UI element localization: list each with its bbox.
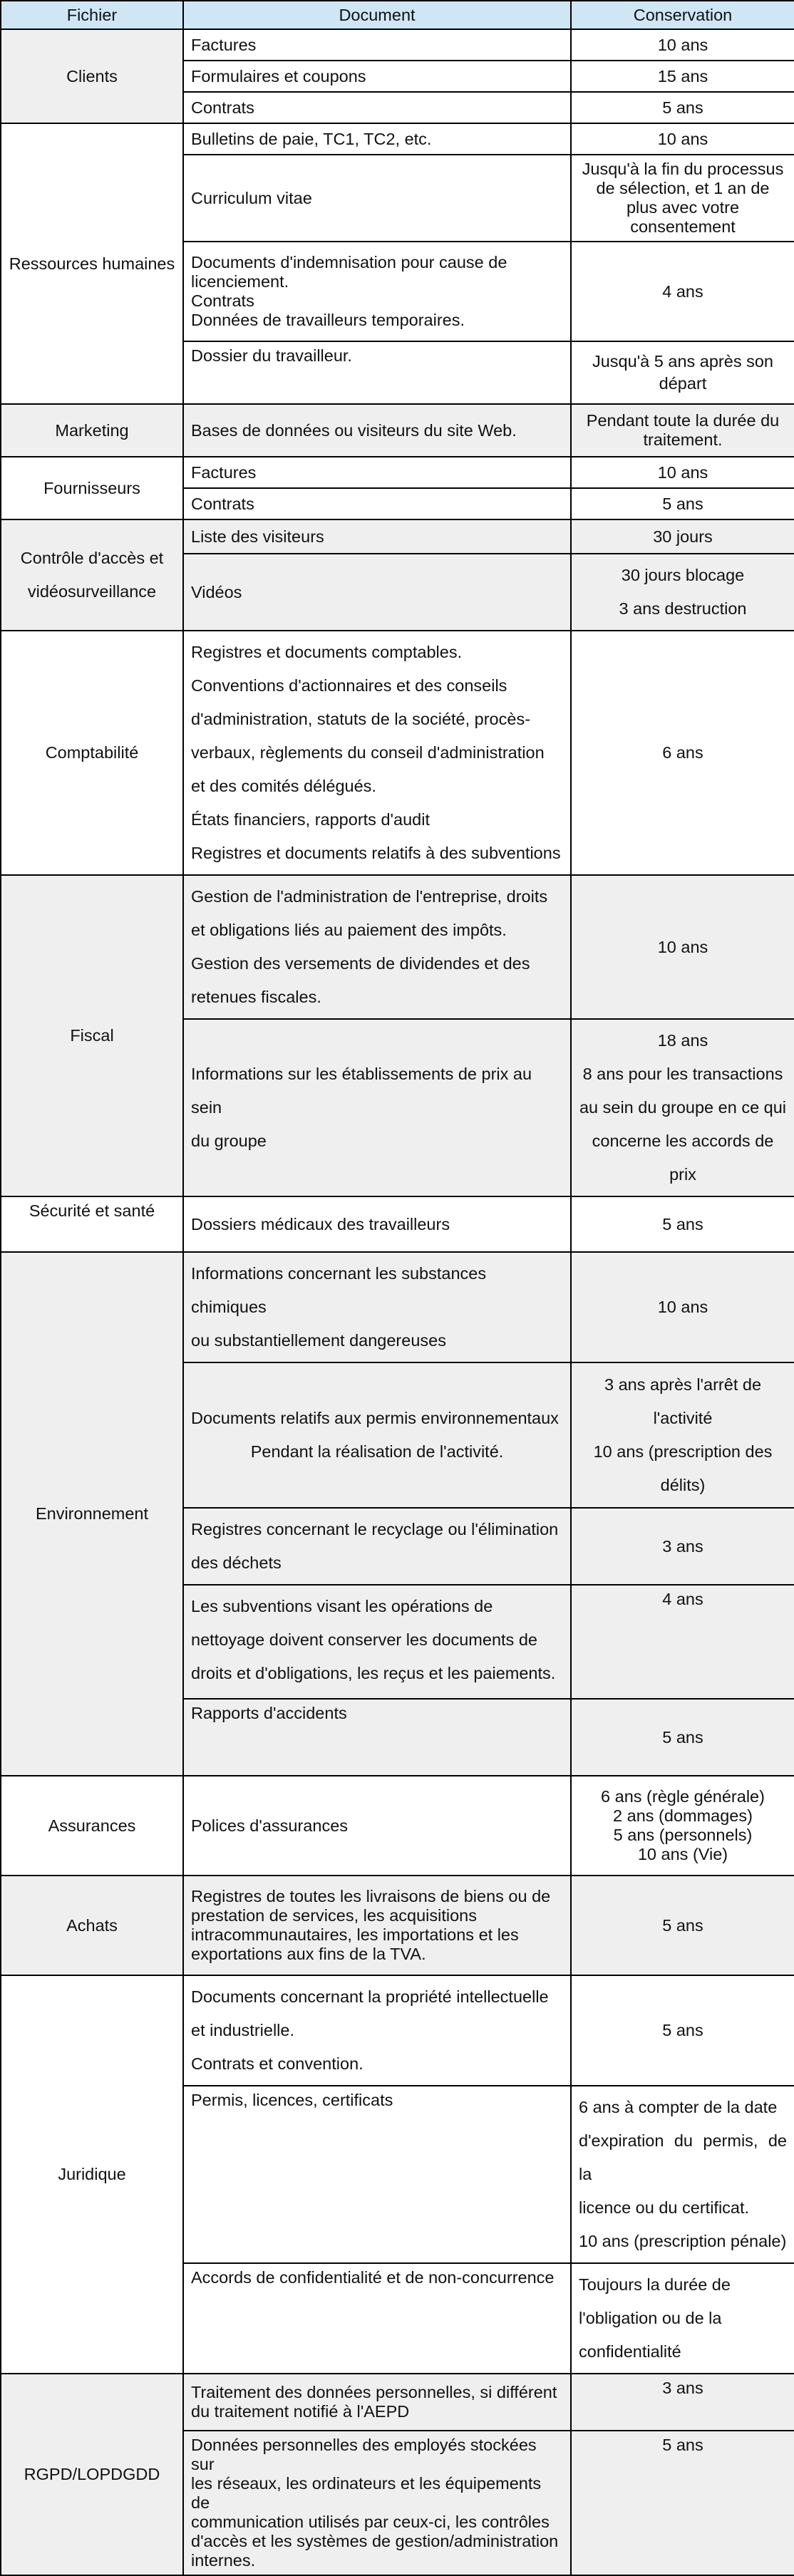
document-line: Informations sur les établissements de prix au sein (191, 1065, 532, 1117)
conservation-line: Jusqu'à 5 ans après son (592, 352, 773, 371)
document-cell: Accords de confidentialité et de non-concurrence (183, 2263, 571, 2374)
document-line: nettoyage doivent conserver les documents de (191, 1630, 537, 1649)
conservation-line: 3 ans après l'arrêt de (604, 1375, 762, 1394)
category-cell: Comptabilité (1, 631, 183, 875)
conservation-cell: 30 jours (571, 519, 794, 554)
document-cell (183, 631, 571, 875)
document-cell: Bulletins de paie, TC1, TC2, etc. (183, 123, 571, 155)
document-cell: Factures (183, 457, 571, 488)
table-row (1, 1876, 794, 1975)
document-line: les réseaux, les ordinateurs et les équipements de (191, 2474, 542, 2512)
document-line: d'accès et les systèmes de gestion/administration (191, 2532, 559, 2550)
document-line: Contrats (191, 291, 254, 310)
table-row (1, 1776, 794, 1876)
conservation-cell: 10 ans (571, 1252, 794, 1362)
group-rgpd (1, 2374, 794, 2575)
document-line: ou substantiellement dangereuses (191, 1331, 446, 1350)
document-cell (183, 1975, 571, 2086)
conservation-cell: 5 ans (571, 1876, 794, 1975)
group-fournisseurs (1, 457, 794, 519)
conservation-line: 30 jours blocage (621, 566, 745, 584)
category-cell: Sécurité et santé (1, 1196, 183, 1252)
document-cell: Contrats (183, 92, 571, 123)
conservation-line: 6 ans à compter de la date (579, 2098, 778, 2116)
document-cell (183, 1876, 571, 1975)
document-cell: Liste des visiteurs (183, 519, 571, 554)
document-line: Pendant la réalisation de l'activité. (250, 1442, 504, 1461)
conservation-cell: 4 ans (571, 242, 794, 341)
header-row (1, 1, 794, 29)
conservation-cell: 5 ans (571, 92, 794, 123)
conservation-line: 10 ans (prescription pénale) (579, 2232, 787, 2250)
conservation-line: délits) (660, 1476, 706, 1494)
document-line: intracommunautaires, les importations et les (191, 1925, 519, 1944)
conservation-line: d'expiration du permis, de la (579, 2131, 787, 2183)
group-fiscal (1, 875, 794, 1196)
document-cell: Contrats (183, 488, 571, 519)
conservation-cell: 10 ans (571, 123, 794, 155)
group-ressources-humaines (1, 123, 794, 404)
document-line: retenues fiscales. (191, 988, 321, 1006)
conservation-cell: 5 ans (571, 488, 794, 519)
table-row (1, 2374, 794, 2431)
document-line: d'administration, statuts de la société, procès- (191, 710, 531, 728)
document-cell: Polices d'assurances (183, 1776, 571, 1876)
conservation-cell: 10 ans (571, 457, 794, 488)
document-cell: Curriculum vitae (183, 155, 571, 242)
document-cell (183, 242, 571, 341)
document-line: internes. (191, 2551, 256, 2570)
document-line: Registres et documents relatifs à des subventions (191, 844, 561, 862)
document-line: et obligations liés au paiement des impôts. (191, 921, 507, 939)
conservation-cell (571, 2086, 794, 2263)
conservation-line: 5 ans (personnels) (613, 1826, 753, 1844)
document-line: du traitement notifié à l'AEPD (191, 2402, 410, 2421)
table-row (1, 519, 794, 554)
table-row (1, 404, 794, 457)
group-assurances (1, 1776, 794, 1876)
category-line: Contrôle d'accès et (20, 549, 164, 567)
document-cell: Bases de données ou visiteurs du site Web. (183, 404, 571, 457)
category-cell: Fiscal (1, 875, 183, 1196)
conservation-cell: 3 ans (571, 1508, 794, 1585)
table-row (1, 631, 794, 875)
table-row (1, 875, 794, 1019)
group-clients (1, 29, 794, 123)
document-line: Registres et documents comptables. (191, 643, 463, 661)
document-line: Gestion des versements de dividendes et des (191, 954, 530, 973)
document-line: des déchets (191, 1553, 282, 1572)
document-cell (183, 1585, 571, 1699)
category-line: vidéosurveillance (27, 582, 157, 601)
category-cell: Fournisseurs (1, 457, 183, 519)
conservation-cell: 5 ans (571, 1699, 794, 1776)
document-line: Traitement des données personnelles, si différent (191, 2383, 557, 2401)
document-line: droits et d'obligations, les reçus et les paiements. (191, 1664, 556, 1682)
group-controle-acces (1, 519, 794, 631)
document-line: communication utilisés par ceux-ci, les contrôles (191, 2513, 550, 2531)
conservation-cell: Jusqu'à la fin du processus de sélection, et 1 an de plus avec votre consentement (571, 155, 794, 242)
document-cell: Dossiers médicaux des travailleurs (183, 1196, 571, 1252)
conservation-line: départ (659, 374, 707, 393)
group-environnement (1, 1252, 794, 1776)
group-marketing (1, 404, 794, 457)
conservation-cell: 10 ans (571, 29, 794, 61)
document-line: Documents d'indemnisation pour cause de licenciement. (191, 253, 507, 291)
document-cell: Factures (183, 29, 571, 61)
document-line: du groupe (191, 1132, 267, 1150)
conservation-line: 3 ans destruction (619, 599, 747, 618)
conservation-line: licence ou du certificat. (579, 2198, 750, 2217)
table-row (1, 29, 794, 61)
document-cell (183, 2431, 571, 2575)
category-cell: RGPD/LOPDGDD (1, 2374, 183, 2575)
category-cell: Marketing (1, 404, 183, 457)
document-line: Données personnelles des employés stockées sur (191, 2436, 537, 2473)
document-line: et des comités délégués. (191, 777, 376, 795)
document-cell: Formulaires et coupons (183, 61, 571, 92)
conservation-line: 8 ans pour les transactions (582, 1065, 783, 1083)
document-line: Registres concernant le recyclage ou l'élimination (191, 1520, 559, 1538)
conservation-line: concerne les accords de prix (592, 1132, 774, 1184)
conservation-cell (571, 554, 794, 631)
conservation-cell: 4 ans (571, 1585, 794, 1699)
category-cell (1, 519, 183, 631)
category-cell: Achats (1, 1876, 183, 1975)
document-line: Documents relatifs aux permis environnementaux (191, 1409, 559, 1427)
document-cell: Permis, licences, certificats (183, 2086, 571, 2263)
conservation-cell: 3 ans (571, 2374, 794, 2431)
conservation-line: 18 ans (657, 1031, 708, 1050)
conservation-cell: 5 ans (571, 2431, 794, 2575)
conservation-line: 6 ans (règle générale) (601, 1787, 765, 1806)
conservation-cell (571, 1776, 794, 1876)
conservation-cell (571, 341, 794, 404)
conservation-cell: 15 ans (571, 61, 794, 92)
document-line: Documents concernant la propriété intellectuelle (191, 1987, 549, 2006)
table-row (1, 1975, 794, 2086)
conservation-line: 2 ans (dommages) (613, 1806, 753, 1825)
conservation-line: l'activité (653, 1409, 713, 1427)
document-cell: Vidéos (183, 554, 571, 631)
category-cell: Environnement (1, 1252, 183, 1776)
document-line: États financiers, rapports d'audit (191, 810, 430, 829)
group-juridique (1, 1975, 794, 2374)
conservation-line: confidentialité (579, 2342, 681, 2361)
conservation-cell: Pendant toute la durée du traitement. (571, 404, 794, 457)
document-line: exportations aux fins de la TVA. (191, 1945, 426, 1963)
table-row (1, 1196, 794, 1252)
document-line: Conventions d'actionnaires et des conseils (191, 676, 507, 695)
group-securite-sante (1, 1196, 794, 1252)
document-line: Registres de toutes les livraisons de biens ou de (191, 1887, 551, 1905)
document-line: et industrielle. (191, 2021, 294, 2039)
header-conservation: Conservation (571, 1, 794, 29)
document-cell (183, 875, 571, 1019)
document-line: Contrats et convention. (191, 2054, 364, 2073)
conservation-line: 10 ans (prescription des (593, 1442, 773, 1461)
conservation-line: Toujours la durée de (579, 2275, 731, 2294)
document-line: prestation de services, les acquisitions (191, 1906, 478, 1925)
table-row (1, 123, 794, 155)
table-row (1, 1252, 794, 1362)
conservation-cell (571, 2263, 794, 2374)
document-line: Gestion de l'administration de l'entreprise, droits (191, 887, 548, 906)
header-document: Document (183, 1, 571, 29)
group-achats (1, 1876, 794, 1975)
table-row (1, 457, 794, 488)
category-cell: Clients (1, 29, 183, 123)
header-fichier: Fichier (1, 1, 183, 29)
group-comptabilite (1, 631, 794, 875)
category-cell: Assurances (1, 1776, 183, 1876)
document-cell (183, 2374, 571, 2431)
conservation-line: l'obligation ou de la (579, 2309, 722, 2327)
conservation-cell (571, 1019, 794, 1196)
conservation-cell: 10 ans (571, 875, 794, 1019)
category-cell: Ressources humaines (1, 123, 183, 404)
document-cell: Dossier du travailleur. (183, 341, 571, 404)
document-cell (183, 1019, 571, 1196)
document-line: Informations concernant les substances chimiques (191, 1264, 487, 1316)
conservation-cell: 5 ans (571, 1975, 794, 2086)
conservation-line: au sein du groupe en ce qui (579, 1098, 787, 1117)
document-cell (183, 1508, 571, 1585)
document-line: Les subventions visant les opérations de (191, 1597, 493, 1615)
category-cell: Juridique (1, 1975, 183, 2374)
conservation-cell: 5 ans (571, 1196, 794, 1252)
conservation-cell (571, 1362, 794, 1508)
document-line: Données de travailleurs temporaires. (191, 311, 465, 329)
document-line: verbaux, règlements du conseil d'administration (191, 743, 545, 762)
document-cell (183, 1252, 571, 1362)
document-cell (183, 1362, 571, 1508)
conservation-cell: 6 ans (571, 631, 794, 875)
document-cell: Rapports d'accidents (183, 1699, 571, 1776)
conservation-line: 10 ans (Vie) (637, 1845, 728, 1863)
